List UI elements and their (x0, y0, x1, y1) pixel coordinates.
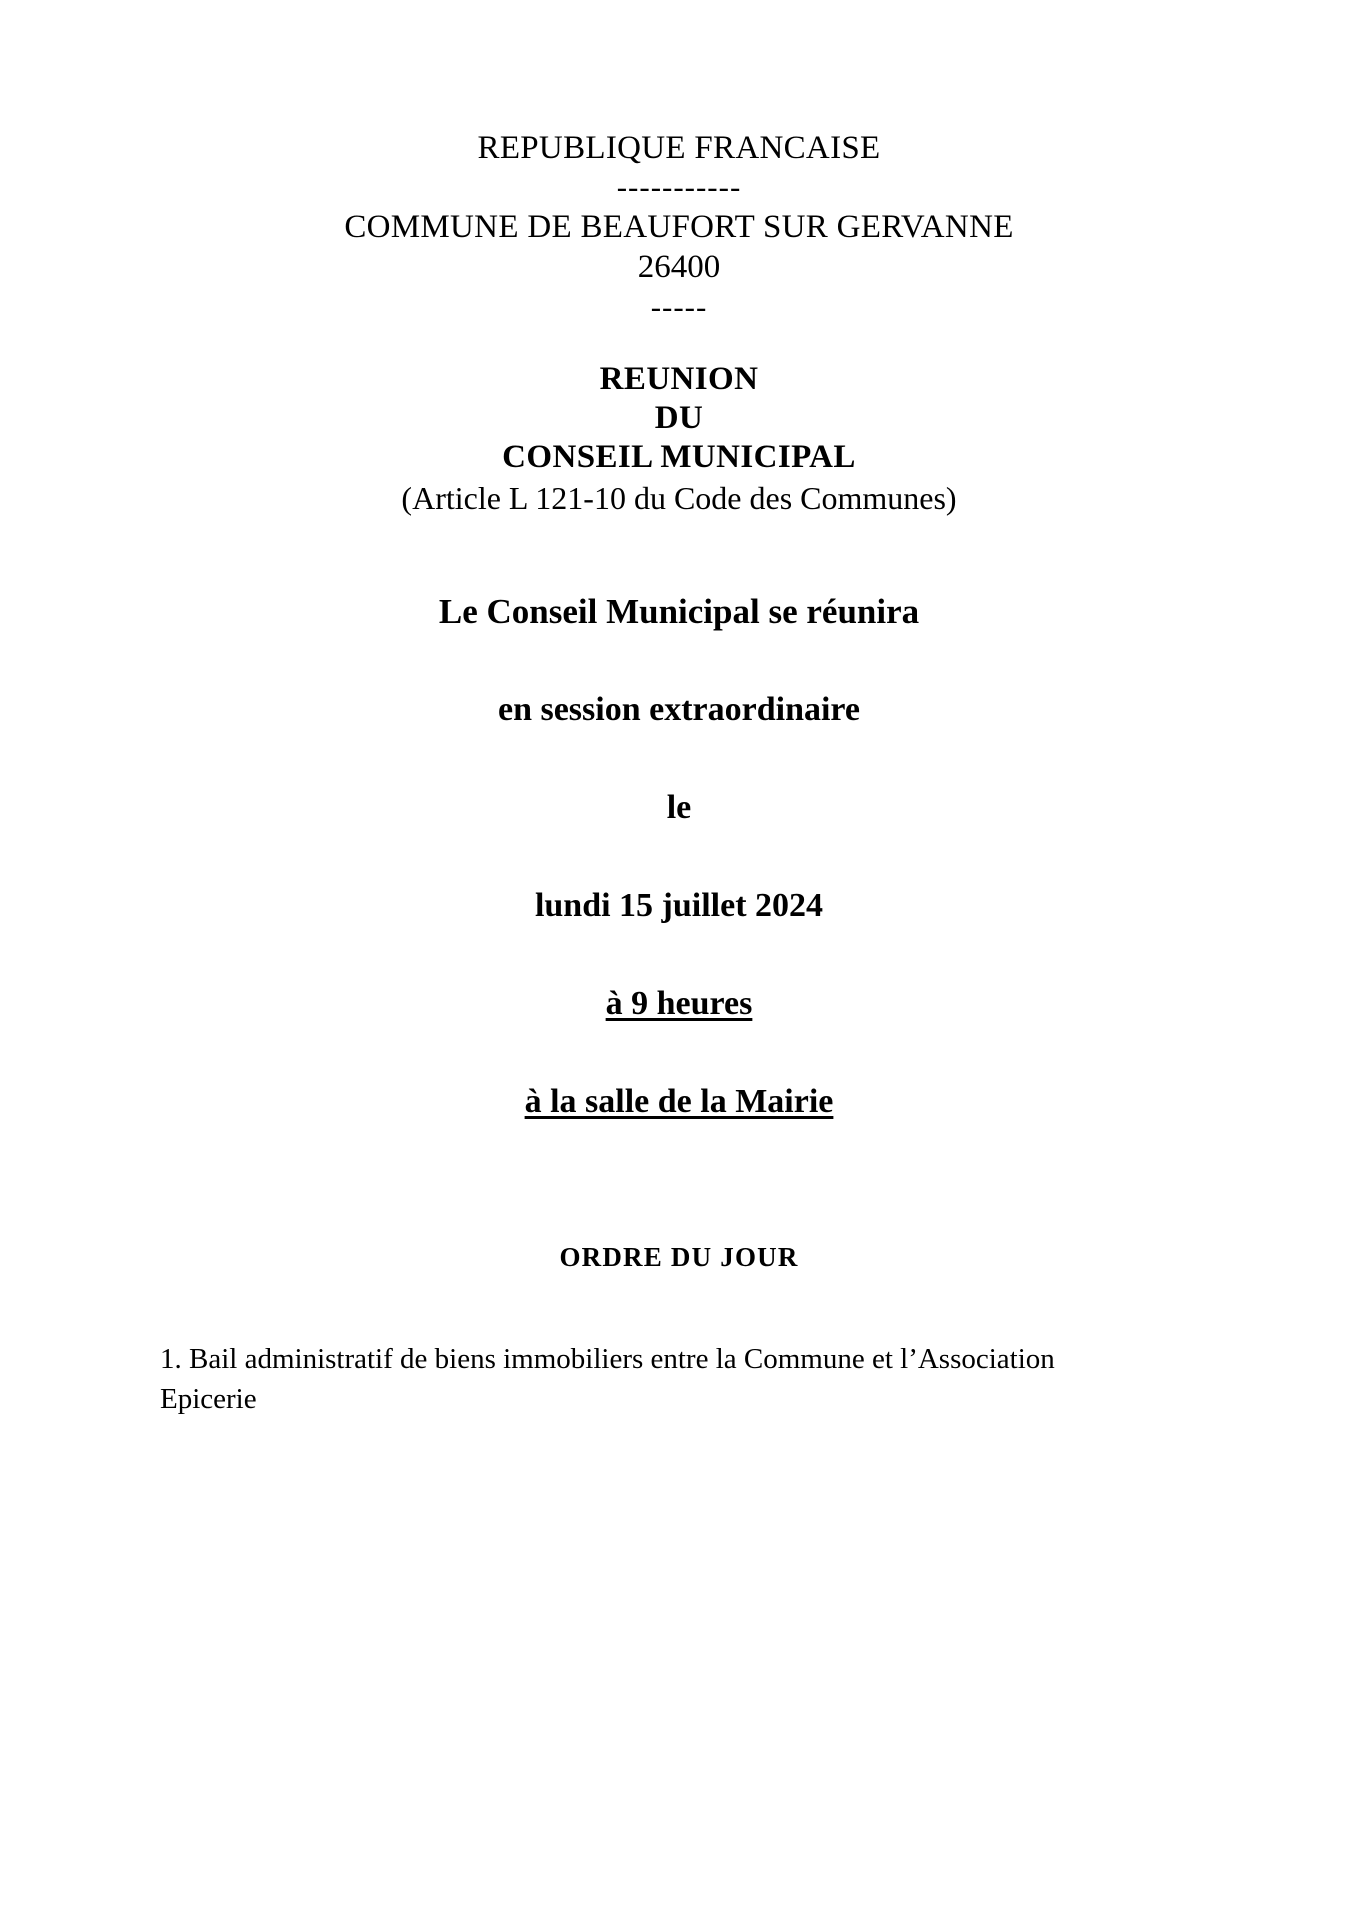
announcement-location-text: à la salle de la Mairie (524, 1082, 834, 1120)
announcement-location (150, 1082, 1208, 1123)
title-line-reunion: REUNION (599, 361, 759, 398)
legal-reference: (Article L 121-10 du Code des Communes) (401, 480, 957, 517)
postal-code: 26400 (637, 249, 721, 286)
title-line-du: DU (654, 400, 704, 437)
announcement-date: lundi 15 juillet 2024 (534, 887, 824, 925)
agenda-title: ORDRE DU JOUR (559, 1242, 799, 1273)
header-separator-2: ----- (650, 288, 708, 324)
announcement-line-3: le (666, 789, 692, 827)
republic-heading: REPUBLIQUE FRANCAISE (477, 130, 881, 166)
announcement-block (150, 591, 1208, 1122)
title-line-conseil-municipal: CONSEIL MUNICIPAL (502, 439, 856, 476)
document-title-block (150, 360, 1208, 517)
header-title-gap (150, 326, 1208, 360)
announcement-line-2: en session extraordinaire (497, 691, 860, 729)
announcement-line-1: Le Conseil Municipal se réunira (438, 592, 920, 632)
announcement-time (150, 984, 1208, 1025)
agenda-list (150, 1339, 1208, 1419)
list-item: 1. Bail administratif de biens immobiliers entre la Commune et l’Association Epicerie (160, 1343, 1055, 1416)
commune-heading: COMMUNE DE BEAUFORT SUR GERVANNE (344, 209, 1014, 245)
document-header (150, 128, 1208, 326)
header-separator-1: ----------- (616, 169, 742, 205)
announcement-time-text: à 9 heures (605, 984, 753, 1022)
